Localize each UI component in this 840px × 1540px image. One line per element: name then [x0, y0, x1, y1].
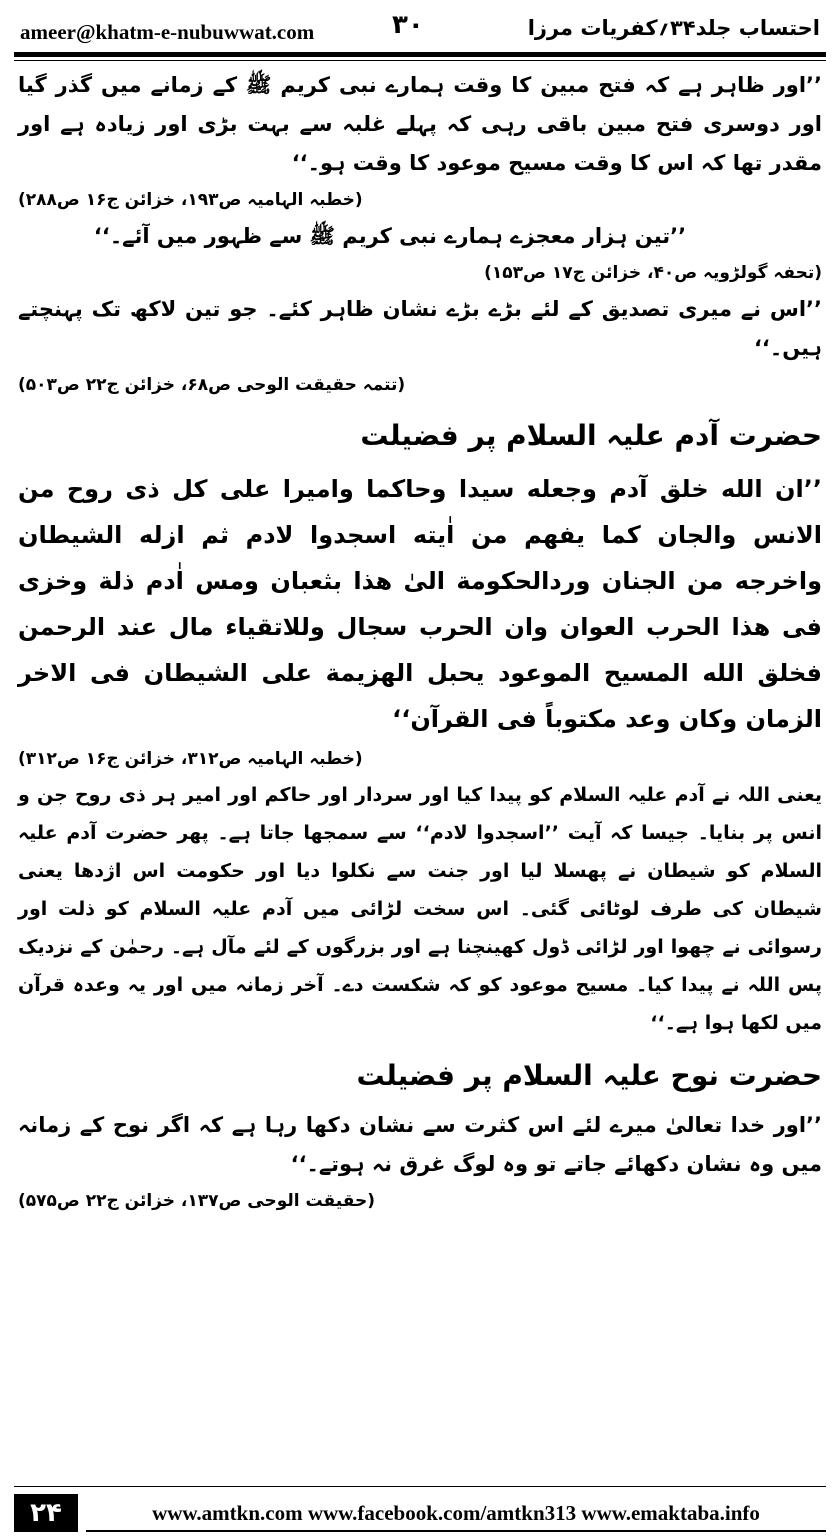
header-page-number: ۳۰ [392, 10, 424, 40]
page-content [18, 66, 822, 1218]
quote-paragraph-3: ’’اس نے میری تصدیق کے لئے بڑے بڑے نشان ظاہر کئے۔ جو تین لاکھ تک پہنچتے ہیں۔‘‘ [18, 297, 822, 360]
quote-paragraph-2: ’’تین ہزار معجزے ہمارے نبی کریم ﷺ سے ظہور میں آئے۔‘‘ [93, 224, 687, 248]
page-footer [14, 1494, 826, 1532]
urdu-translation: یعنی اللہ نے آدم علیہ السلام کو پیدا کیا اور سردار اور حاکم اور امیر ہر ذی روح جن و انس پر بنایا۔ جیسا کہ آیت ’’اسجدوا لادم‘‘ سے سمجھا جاتا ہے۔ پھر حضرت آدم علیہ السلام کو شیطان نے پھسلا لیا اور جنت سے نکلوا دیا اور حکومت اس اژدھا یعنی شیطان کی طرف لوٹائی گئی۔ اس سخت لڑائی میں آدم علیہ السلام کو ذلت اور رسوائی نے چھوا اور لڑائی ڈول کھینچنا ہے اور بزرگوں کے لئے مآل ہے۔ رحمٰن کے نزدیک پس اللہ نے پیدا کیا۔ مسیح موعود کو کہ شکست دے۔ آخر زمانہ میں اور یہ وعدہ قرآن میں لکھا ہوا ہے۔‘‘ [18, 784, 822, 1034]
footer-underline [86, 1530, 826, 1532]
reference-5: (حقیقت الوحی ص۱۳۷، خزائن ج۲۲ ص۵۷۵) [18, 1191, 375, 1211]
header-email: ameer@khatm-e-nubuwwat.com [20, 20, 315, 44]
quote-paragraph-1: ’’اور ظاہر ہے کہ فتح مبین کا وقت ہمارے نبی کریم ﷺ کے زمانے میں گذر گیا اور دوسری فتح مبین باقی رہی کہ پہلے غلبہ سے بہت بڑی اور زیادہ ہے اور مقدر تھا کہ اس کا وقت مسیح موعود کا وقت ہو۔‘‘ [18, 73, 822, 175]
footer-rule [14, 1486, 826, 1487]
header-rule-thin [14, 60, 826, 61]
reference-4: (خطبہ الہامیہ ص۳۱۲، خزائن ج۱۶ ص۳۱۲) [18, 749, 363, 769]
section-heading-nuh: حضرت نوح علیہ السلام پر فضیلت [356, 1059, 822, 1092]
footer-urls: www.amtkn.com www.facebook.com/amtkn313 www.emaktaba.info [152, 1501, 760, 1525]
footer-page-number: ۲۴ [14, 1494, 78, 1532]
header-rule [14, 52, 826, 57]
reference-1: (خطبہ الہامیہ ص۱۹۳، خزائن ج۱۶ ص۲۸۸) [18, 190, 363, 210]
section-heading-adam: حضرت آدم علیہ السلام پر فضیلت [360, 419, 822, 452]
reference-2: (تحفہ گولڑویہ ص۴۰، خزائن ج۱۷ ص۱۵۳) [484, 263, 822, 283]
quote-paragraph-4: ’’اور خدا تعالیٰ میرے لئے اس کثرت سے نشان دکھا رہا ہے کہ اگر نوح کے زمانہ میں وہ نشان دکھائے جاتے تو وہ لوگ غرق نہ ہوتے۔‘‘ [18, 1113, 822, 1176]
page-header [14, 8, 826, 48]
arabic-quote: ’’ان الله خلق آدم وجعله سيدا وحاكما واميرا على كل ذى روح من الانس والجان كما يفهم من اٰيته اسجدوا لادم ثم ازله الشيطان واخرجه من الجنان وردالحكومة الىٰ هذا بثعبان ومس اٰدم ذلة وخزى فى هذا الحرب العوان وان الحرب سجال وللاتقياء مال عند الرحمن فخلق الله المسيح الموعود يحبل الهزيمة على الشيطان فى الاخر الزمان وكان وعد مكتوباً فى القرآن‘‘ [18, 475, 822, 733]
reference-3: (تتمہ حقیقت الوحی ص۶۸، خزائن ج۲۲ ص۵۰۳) [18, 375, 406, 395]
header-title: احتساب جلد۳۴؍کفریات مرزا [527, 16, 820, 40]
